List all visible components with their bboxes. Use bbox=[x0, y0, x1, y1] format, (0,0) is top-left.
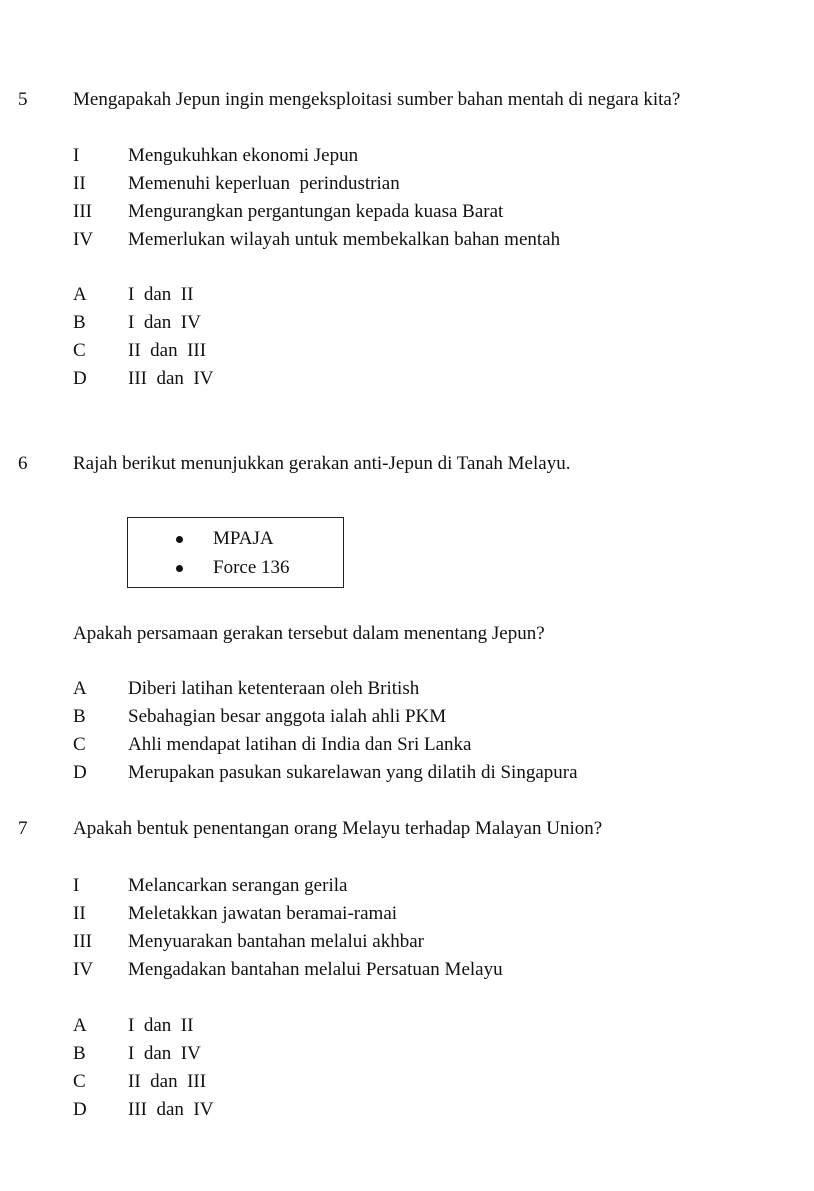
question-number: 5 bbox=[18, 89, 28, 110]
option-text: II dan III bbox=[128, 340, 207, 361]
option-text: I dan IV bbox=[128, 1043, 201, 1064]
statement-text: Mengadakan bantahan melalui Persatuan Melayu bbox=[128, 959, 503, 980]
statement-label: I bbox=[73, 145, 80, 166]
statement-label: III bbox=[73, 931, 92, 952]
question-text: Apakah bentuk penentangan orang Melayu terhadap Malayan Union? bbox=[73, 818, 603, 839]
question-number: 7 bbox=[18, 818, 28, 839]
statement-text: Mengurangkan pergantungan kepada kuasa Barat bbox=[128, 201, 504, 222]
option-label: D bbox=[73, 762, 87, 783]
option-label: C bbox=[73, 734, 86, 755]
option-label: D bbox=[73, 1099, 87, 1120]
bullet-icon bbox=[176, 536, 183, 543]
option-text: Merupakan pasukan sukarelawan yang dilatih di Singapura bbox=[128, 762, 578, 783]
statement-text: Meletakkan jawatan beramai-ramai bbox=[128, 903, 398, 924]
question-number: 6 bbox=[18, 453, 28, 474]
option-label: B bbox=[73, 1043, 86, 1064]
question-text: Rajah berikut menunjukkan gerakan anti-Jepun di Tanah Melayu. bbox=[73, 453, 571, 474]
statement-text: Melancarkan serangan gerila bbox=[128, 875, 348, 896]
statement-label: IV bbox=[73, 959, 94, 980]
option-label: B bbox=[73, 312, 86, 333]
option-text: Sebahagian besar anggota ialah ahli PKM bbox=[128, 706, 447, 727]
option-label: D bbox=[73, 368, 87, 389]
statement-text: Mengukuhkan ekonomi Jepun bbox=[128, 145, 359, 166]
option-text: III dan IV bbox=[128, 368, 214, 389]
option-text: I dan IV bbox=[128, 312, 201, 333]
box-item: MPAJA bbox=[213, 528, 274, 549]
statement-label: I bbox=[73, 875, 80, 896]
statement-label: II bbox=[73, 903, 86, 924]
statement-label: IV bbox=[73, 229, 94, 250]
option-label: B bbox=[73, 706, 86, 727]
option-text: III dan IV bbox=[128, 1099, 214, 1120]
statement-text: Memerlukan wilayah untuk membekalkan bahan mentah bbox=[128, 229, 561, 250]
option-label: C bbox=[73, 1071, 86, 1092]
option-label: A bbox=[73, 678, 87, 699]
option-label: C bbox=[73, 340, 86, 361]
statement-label: III bbox=[73, 201, 92, 222]
option-text: I dan II bbox=[128, 1015, 194, 1036]
sub-question-text: Apakah persamaan gerakan tersebut dalam menentang Jepun? bbox=[73, 623, 545, 644]
question-text: Mengapakah Jepun ingin mengeksploitasi sumber bahan mentah di negara kita? bbox=[73, 89, 681, 110]
option-text: II dan III bbox=[128, 1071, 207, 1092]
statement-label: II bbox=[73, 173, 86, 194]
option-text: Diberi latihan ketenteraan oleh British bbox=[128, 678, 420, 699]
option-text: I dan II bbox=[128, 284, 194, 305]
bullet-icon bbox=[176, 565, 183, 572]
statement-text: Menyuarakan bantahan melalui akhbar bbox=[128, 931, 424, 952]
box-item: Force 136 bbox=[213, 557, 290, 578]
option-text: Ahli mendapat latihan di India dan Sri Lanka bbox=[128, 734, 472, 755]
option-label: A bbox=[73, 1015, 87, 1036]
statement-text: Memenuhi keperluan perindustrian bbox=[128, 173, 400, 194]
option-label: A bbox=[73, 284, 87, 305]
